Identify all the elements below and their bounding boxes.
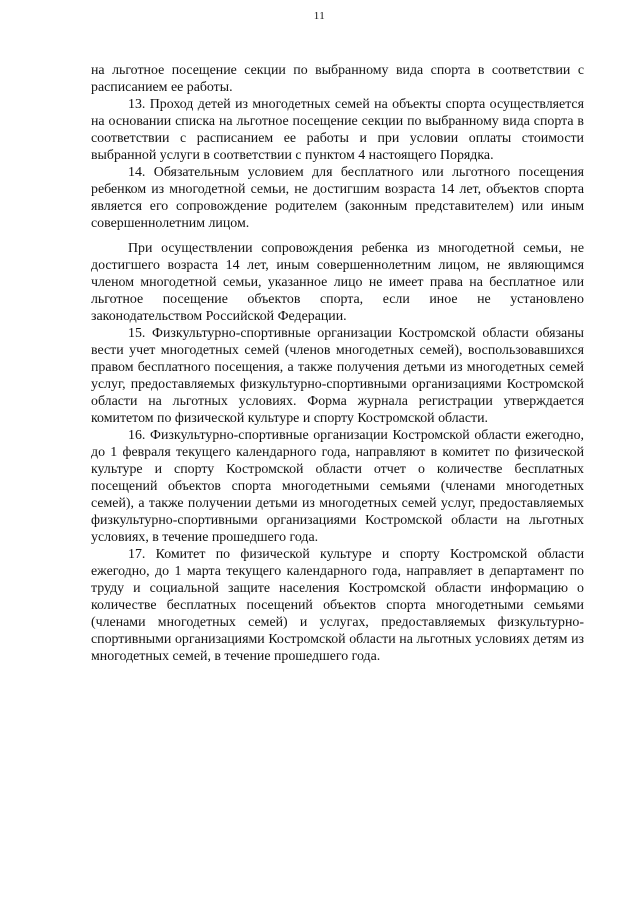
paragraph-14: 14. Обязательным условием для бесплатного или льготного посещения ребенком из многодетной семьи, не достигшим возраста 14 лет, объектов спорта является его сопровождение родителем (законным представителем) или иным совершеннолетним лицом. xyxy=(91,165,584,231)
paragraph-17: 17. Комитет по физической культуре и спорту Костромской области ежегодно, до 1 марта текущего календарного года, направляет в департамент по труду и социальной защите населения Костромской области информацию о количестве бесплатных посещений объектов спорта многодетными семьями (членами многодетных семей) и услугах, предоставляемых физкультурно-спортивными организациями Костромской области на льготных условиях детям из многодетных семей, в течение прошедшего года. xyxy=(91,547,584,664)
paragraph-16: 16. Физкультурно-спортивные организации Костромской области ежегодно, до 1 февраля текущего календарного года, направляют в комитет по физической культуре и спорту Костромской области отчет о количестве бесплатных посещений объектов спорта многодетными семьями (членами многодетных семей), а также получении детьми из многодетных семей услуг, предоставляемых физкультурно-спортивными организациями Костромской области на льготных условиях, в течение прошедшего года. xyxy=(91,428,584,545)
paragraph-15: 15. Физкультурно-спортивные организации Костромской области обязаны вести учет многодетных семей (членов многодетных семей), воспользовавшихся правом бесплатного посещения, а также получения детьми из многодетных семей услуг, предоставляемых физкультурно-спортивными организациями Костромской области на льготных условиях. Форма журнала регистрации утверждается комитетом по физической культуре и спорту Костромской области. xyxy=(91,326,584,426)
paragraph-14-note: При осуществлении сопровождения ребенка из многодетной семьи, не достигшего возраста 14 лет, иным совершеннолетним лицом, не являющимся членом многодетной семьи, указанное лицо не имеет права на бесплатное или льготное посещение объектов спорта, если иное не установлено законодательством Российской Федерации. xyxy=(91,241,584,324)
paragraph-continuation: на льготное посещение секции по выбранному вида спорта в соответствии с расписанием ее работы. xyxy=(91,63,584,95)
document-body xyxy=(91,62,584,665)
page-number: 11 xyxy=(313,10,326,22)
paragraph-13: 13. Проход детей из многодетных семей на объекты спорта осуществляется на основании списка на льготное посещение секции по выбранному вида спорта в соответствии с расписанием ее работы и при условии оплаты стоимости выбранной услуги в соответствии с пунктом 4 настоящего Порядка. xyxy=(91,97,584,163)
